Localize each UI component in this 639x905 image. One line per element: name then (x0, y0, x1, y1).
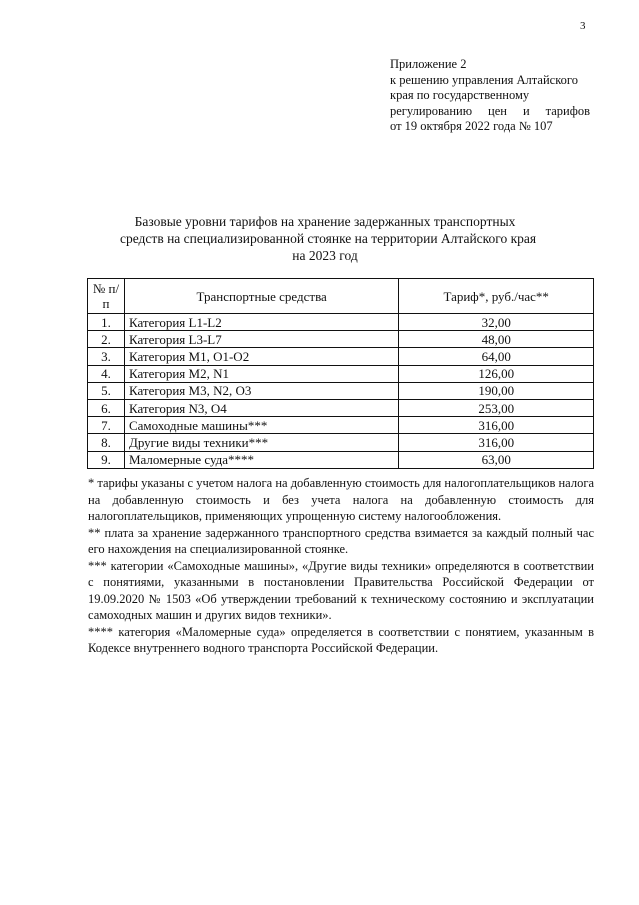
row-tariff: 316,00 (399, 417, 594, 434)
table-header-row (88, 279, 594, 314)
table-row (88, 382, 594, 399)
header-number: № п/п (88, 279, 125, 314)
row-tariff: 64,00 (399, 348, 594, 365)
appendix-line: от 19 октября 2022 года № 107 (390, 119, 553, 133)
header-vehicles: Транспортные средства (124, 279, 398, 314)
table-row (88, 331, 594, 348)
row-tariff: 253,00 (399, 399, 594, 416)
row-number: 6. (88, 399, 125, 416)
appendix-header (390, 57, 590, 135)
row-number: 9. (88, 451, 125, 468)
row-vehicle: Категория N3, O4 (124, 399, 398, 416)
row-vehicle: Самоходные машины*** (124, 417, 398, 434)
row-tariff: 190,00 (399, 382, 594, 399)
table-row (88, 434, 594, 451)
row-tariff: 126,00 (399, 365, 594, 382)
row-number: 8. (88, 434, 125, 451)
row-tariff: 32,00 (399, 314, 594, 331)
footnote-hourly-fee: ** плата за хранение задержанного транспортного средства взимается за каждый полный час его нахождения на специализированной стоянке. (88, 525, 594, 556)
appendix-line: регулированию цен и тарифов (390, 103, 590, 118)
row-vehicle: Маломерные суда**** (124, 451, 398, 468)
tariff-table (87, 278, 594, 469)
row-tariff: 63,00 (399, 451, 594, 468)
row-tariff: 316,00 (399, 434, 594, 451)
row-vehicle: Категория M2, N1 (124, 365, 398, 382)
title-line: Базовые уровни тарифов на хранение задержанных транспортных (134, 214, 516, 229)
tariff-table-body (88, 314, 594, 469)
row-number: 4. (88, 365, 125, 382)
appendix-line: Приложение 2 (390, 57, 467, 71)
table-row (88, 451, 594, 468)
footnote-self-propelled: *** категории «Самоходные машины», «Другие виды техники» определяются в соответствии с понятиями, указанными в постановлении Правительства Российской Федерации от 19.09.2020 № 1503 «Об утверждении требований к техническому состоянию и эксплуатации самоходных машин и других видов техники». (88, 558, 594, 622)
row-vehicle: Другие виды техники*** (124, 434, 398, 451)
document-title (120, 213, 537, 264)
footnote-small-vessels: **** категория «Маломерные суда» определяется в соответствии с понятием, указанным в Кодексе внутреннего водного транспорта Российской Федерации. (88, 624, 594, 655)
table-row (88, 348, 594, 365)
title-line: средств на специализированной стоянке на территории Алтайского края (120, 231, 537, 246)
row-vehicle: Категория L1-L2 (124, 314, 398, 331)
row-number: 5. (88, 382, 125, 399)
appendix-line: края по государственному (390, 88, 530, 102)
row-number: 7. (88, 417, 125, 434)
footnotes (88, 475, 594, 657)
row-number: 2. (88, 331, 125, 348)
tariff-table-header (88, 279, 594, 314)
page-number: 3 (580, 20, 586, 32)
row-vehicle: Категория M1, O1-O2 (124, 348, 398, 365)
row-vehicle: Категория M3, N2, O3 (124, 382, 398, 399)
table-row (88, 365, 594, 382)
footnote-vat: * тарифы указаны с учетом налога на добавленную стоимость для налогоплательщиков налога на добавленную стоимость и без учета налога на добавленную стоимость для налогоплательщиков, применяющих упрощенную систему налогообложения. (88, 476, 594, 523)
table-row (88, 399, 594, 416)
title-line: на 2023 год (292, 248, 358, 263)
row-tariff: 48,00 (399, 331, 594, 348)
table-row (88, 314, 594, 331)
appendix-line: к решению управления Алтайского (390, 72, 578, 87)
row-vehicle: Категория L3-L7 (124, 331, 398, 348)
table-row (88, 417, 594, 434)
row-number: 1. (88, 314, 125, 331)
header-tariff: Тариф*, руб./час** (399, 279, 594, 314)
row-number: 3. (88, 348, 125, 365)
